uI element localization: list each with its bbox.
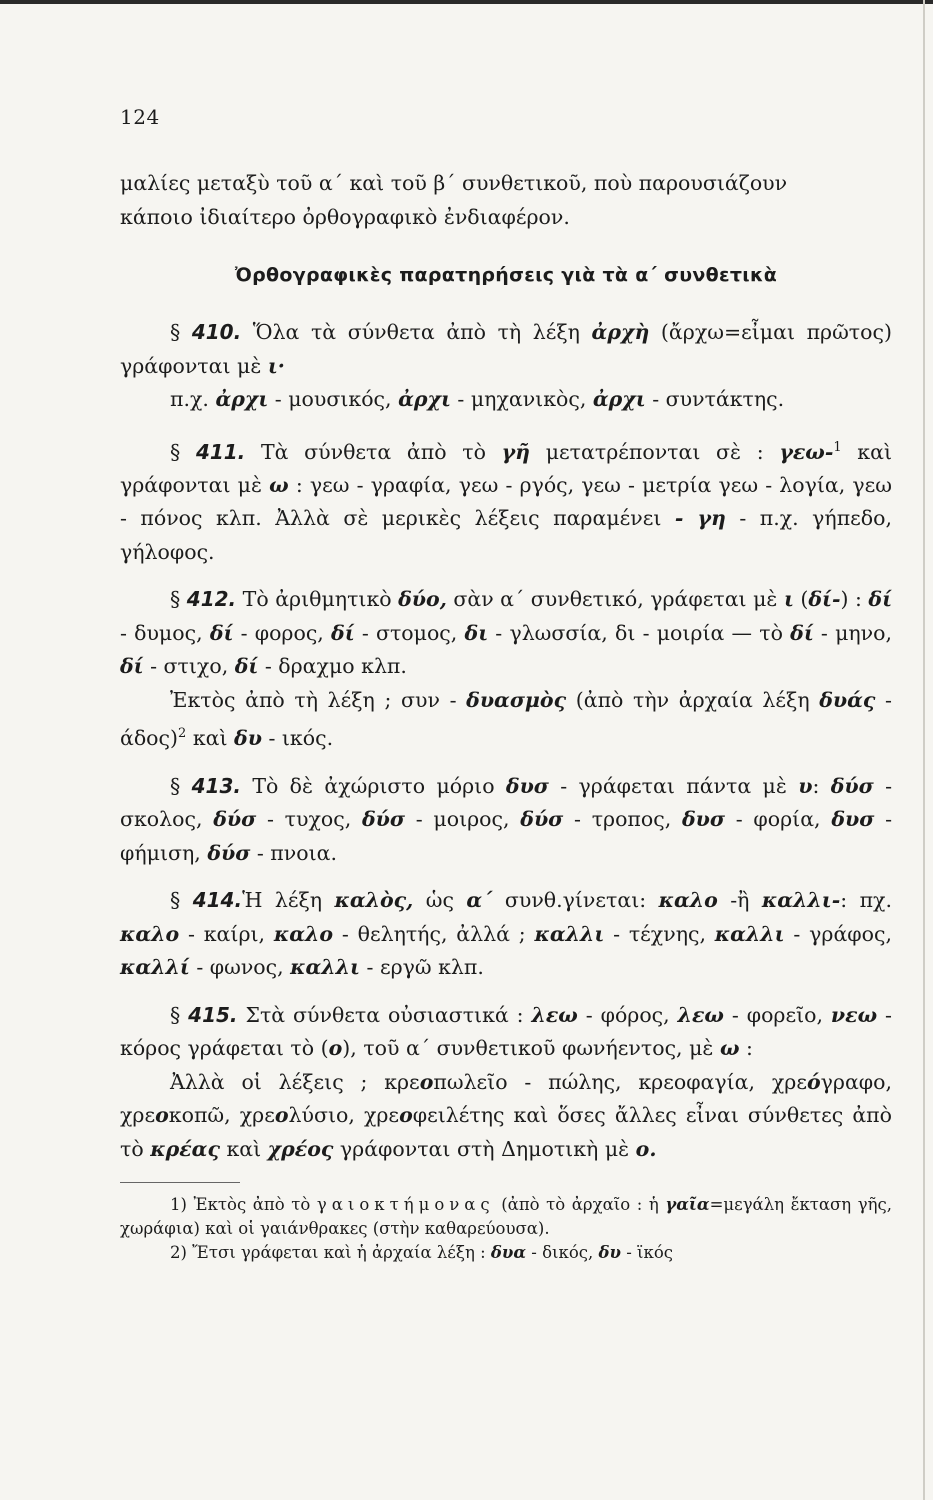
text: - φωνος,: [189, 955, 291, 980]
bold-term: λεω: [531, 1002, 578, 1027]
paragraph-410: [120, 316, 892, 383]
text: - εργῶ κλπ.: [359, 955, 484, 980]
text: Στὰ σύνθετα οὐσιαστικά :: [237, 1002, 532, 1027]
text: γραφο, χρε: [120, 1069, 893, 1128]
text: :: [739, 1036, 753, 1061]
text: - γλωσσία, δι - μοιρία — τὸ: [488, 620, 791, 645]
bold-term: δύσ: [520, 807, 564, 832]
paragraph-415: [120, 999, 892, 1066]
bold-term: - γη: [674, 506, 726, 531]
bold-term: γαῖα: [665, 1195, 710, 1215]
text: - φόρος,: [577, 1002, 678, 1027]
text: ὡς: [413, 888, 467, 913]
bold-term: ω: [269, 472, 289, 497]
bold-term: γεω-: [779, 439, 834, 464]
bold-term: καλλι: [714, 921, 785, 946]
text: - πνοια.: [250, 840, 337, 865]
text: Ἐκτὸς ἀπὸ τὴ λέξη ; συν -: [170, 687, 467, 712]
footnote-1: [120, 1193, 892, 1241]
bold-term: δυσ: [505, 773, 549, 798]
section-sign: §: [170, 439, 196, 464]
bold-term: ο.: [635, 1136, 657, 1161]
footnote-ref: 2: [178, 726, 187, 742]
section-sign: §: [170, 320, 192, 344]
section-number: 413.: [191, 773, 241, 798]
bold-term: δί: [790, 620, 814, 645]
text: γράφονται στὴ Δημοτικὴ μὲ: [333, 1136, 636, 1161]
text: 2) Ἔτσι γράφεται καὶ ἡ ἀρχαία λέξη :: [170, 1243, 491, 1263]
text: ) :: [840, 587, 869, 612]
text: 1) Ἐκτὸς ἀπὸ τὸ: [170, 1195, 317, 1215]
intro-line: μαλίες μεταξὺ τοῦ α΄ καὶ τοῦ β΄ συνθετικοῦ, ποὺ παρουσιάζουν: [120, 171, 788, 195]
bold-term: ο: [419, 1069, 434, 1094]
text: - τυχος,: [256, 807, 362, 832]
bold-term: δύσ: [207, 840, 251, 865]
text: - θελητής, ἀλλά ;: [333, 921, 535, 946]
text: - φήμιση,: [120, 807, 893, 865]
spaced-term: γαιοκτήμονας: [316, 1195, 495, 1215]
text: - καίρι,: [179, 921, 274, 946]
bold-term: δί: [120, 654, 144, 679]
paragraph-415-exception: [120, 1066, 892, 1167]
text: λύσιο, χρε: [288, 1103, 400, 1128]
bold-term: δυα: [490, 1243, 527, 1263]
bold-term: κρέας: [150, 1136, 220, 1161]
text: =μεγάλη ἔκταση γῆς, χωράφια) καὶ οἱ γαιάνθρακες (στὴν καθαρεύουσα).: [120, 1195, 892, 1239]
bold-term: υ: [798, 773, 813, 798]
bold-term: δυσ: [831, 807, 875, 832]
section-number: 414.: [192, 888, 243, 913]
footnote-2: [120, 1241, 892, 1265]
bold-term: γῆ: [501, 439, 531, 464]
section-sign: §: [170, 773, 192, 798]
bold-term: ι·: [267, 353, 285, 378]
text: (ἀπὸ τὸ ἀρχαῖο : ἡ: [494, 1195, 666, 1215]
bold-term: δυασμὸς: [466, 687, 567, 712]
text: - γράφος,: [784, 921, 892, 946]
text: :: [812, 773, 831, 798]
text: - τέχνης,: [604, 921, 715, 946]
paragraph-411: [120, 431, 892, 570]
bold-term: ο: [328, 1036, 343, 1061]
bold-term: ἀρχι: [592, 387, 646, 411]
bold-term: ἀρχι: [215, 387, 269, 411]
text: - ικός.: [261, 726, 334, 751]
text: - μοιρος,: [405, 807, 521, 832]
text: - φορεῖο,: [723, 1002, 831, 1027]
text: (: [793, 587, 809, 612]
bold-term: α΄: [466, 888, 493, 913]
bold-term: δι: [464, 620, 489, 645]
text: Τὸ ἀριθμητικὸ: [236, 587, 399, 612]
text: (ἄρχω=εἶμαι πρῶτος) γράφονται μὲ: [120, 320, 892, 378]
text: - μηχανικὸς,: [450, 387, 593, 411]
bold-term: δύσ: [361, 807, 405, 832]
example-410: [120, 383, 892, 417]
text: - τροπος,: [563, 807, 682, 832]
bold-term: νεω: [830, 1002, 878, 1027]
section-sign: §: [170, 888, 193, 913]
bold-term: δύο,: [398, 587, 447, 612]
page-number: 124: [120, 105, 160, 129]
bold-term: καλο: [120, 921, 180, 946]
text: (ἀπὸ τὴν ἀρχαία λέξη: [566, 687, 820, 712]
bold-term: χρέος: [267, 1136, 334, 1161]
section-heading: Ὀρθογραφικὲς παρατηρήσεις γιὰ τὰ α΄ συνθετικὰ: [234, 264, 778, 286]
section-number: 410.: [191, 320, 242, 344]
section-sign: §: [170, 1002, 189, 1027]
text: κοπῶ, χρε: [168, 1103, 275, 1128]
bold-term: ἀρχι: [398, 387, 451, 411]
bold-term: δί: [209, 620, 234, 645]
text: καὶ γράφονται μὲ: [120, 439, 892, 497]
bold-term: ο: [155, 1103, 169, 1128]
text: συνθ.γίνεται:: [492, 888, 659, 913]
section-number: 412.: [186, 587, 237, 612]
text: - δραχμο κλπ.: [258, 654, 407, 679]
text: - φορία,: [725, 807, 832, 832]
text: - σκολος,: [120, 773, 892, 832]
text: - δυμος,: [120, 620, 210, 645]
section-number: 411.: [195, 439, 246, 464]
bold-term: καλὸς,: [334, 888, 414, 913]
text: π.χ.: [170, 387, 216, 411]
bold-term: δύσ: [213, 807, 257, 832]
text: : πχ.: [840, 888, 892, 913]
paragraph-412: [120, 583, 892, 684]
footnote-rule: [120, 1182, 240, 1183]
bold-term: καλλι: [534, 921, 605, 946]
text: Ὅλα τὰ σύνθετα ἀπὸ τὴ λέξη: [241, 320, 592, 344]
text: - στιχο,: [143, 654, 235, 679]
bold-term: καλο: [658, 888, 718, 913]
bold-term: ἀρχὴ: [591, 320, 650, 344]
text: φειλέτης καὶ ὅσες ἄλλες εἶναι σύνθετες ἀπὸ τὸ: [120, 1103, 892, 1161]
text: ), τοῦ α΄ συνθετικοῦ φωνήεντος, μὲ: [342, 1036, 720, 1061]
intro-line: κάποιο ἰδιαίτερο ὀρθογραφικὸ ἐνδιαφέρον.: [120, 204, 570, 229]
bold-term: ι: [783, 587, 794, 612]
bold-term: ο: [399, 1103, 413, 1128]
bold-term: καλο: [273, 921, 334, 946]
paragraph-413: [120, 770, 892, 871]
bold-term: ω: [719, 1036, 740, 1061]
text: - δικός,: [526, 1243, 599, 1263]
intro-paragraph: [120, 167, 892, 234]
text: Ἀλλὰ οἱ λέξεις ; κρε: [170, 1069, 420, 1094]
bold-term: δυ: [234, 726, 262, 751]
bold-term: καλλι: [290, 955, 360, 980]
footnote-ref: 1: [833, 439, 842, 455]
text: - κόρος γράφεται τὸ (: [120, 1002, 892, 1061]
text: - στομος,: [354, 620, 465, 645]
bold-term: δυσ: [682, 807, 726, 832]
text: - π.χ. γήπεδο, γήλοφος.: [120, 506, 892, 564]
paragraph-414: [120, 884, 892, 985]
bold-term: δί: [331, 620, 355, 645]
text: : γεω - γραφία, γεω - ργός, γεω - μετρία γεω - λογία, γεω - πόνος κλπ. Ἀλλὰ σὲ μερικὲς λέξεις παραμένει: [120, 472, 892, 531]
text: - μηνο,: [813, 620, 892, 645]
text: σὰν α΄ συνθετικό, γράφεται μὲ: [446, 587, 784, 612]
bold-term: ο: [274, 1103, 289, 1128]
bold-term: δυάς: [819, 687, 876, 712]
bold-term: καλλί: [120, 955, 190, 980]
section-sign: §: [170, 587, 187, 612]
right-scan-edge: [923, 0, 925, 1500]
text: - ϊκός: [620, 1243, 673, 1263]
bold-term: δυ: [598, 1243, 621, 1263]
text: - γράφεται πάντα μὲ: [548, 773, 799, 798]
text: Τὰ σύνθετα ἀπὸ τὸ: [245, 439, 502, 464]
bold-term: καλλι-: [761, 888, 841, 913]
bold-term: δί-: [808, 587, 841, 612]
bold-term: δί: [234, 654, 259, 679]
bold-term: λεω: [677, 1002, 724, 1027]
text: καὶ: [219, 1136, 268, 1161]
text: πωλεῖο - πώλης, κρεοφαγία, χρε: [433, 1069, 807, 1094]
text: μετατρέπονται σὲ :: [530, 439, 780, 464]
text: - άδος): [120, 687, 892, 751]
text: καὶ: [186, 726, 235, 751]
text: - φορος,: [233, 620, 332, 645]
book-page: [120, 105, 892, 1265]
bold-term: δί: [868, 587, 893, 612]
section-number: 415.: [188, 1002, 238, 1027]
paragraph-412-exception: [120, 684, 892, 756]
text: - συντάκτης.: [645, 387, 785, 411]
bold-term: δύσ: [830, 773, 874, 798]
text: Τὸ δὲ ἀχώριστο μόριο: [240, 773, 506, 798]
bold-term: ό: [806, 1069, 821, 1094]
text: Ἡ λέξη: [242, 888, 335, 913]
text: -ἢ: [717, 888, 762, 913]
text: - μουσικός,: [268, 387, 399, 411]
top-scan-edge: [0, 0, 933, 4]
